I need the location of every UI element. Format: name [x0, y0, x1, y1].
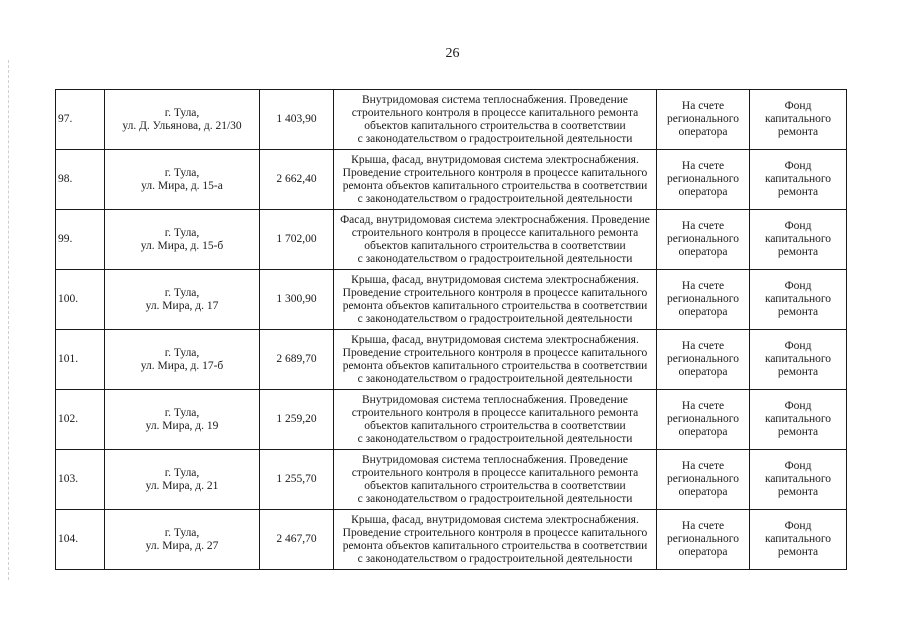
works-description-cell-line: Внутридомовая система теплоснабжения. Проведение [362, 93, 628, 106]
funding-source-cell-line: капитального [764, 113, 832, 125]
works-description-cell-line: Проведение строительного контроля в процессе капитального [342, 166, 648, 179]
table-row [56, 210, 847, 270]
works-description-cell-line: объектов капитального строительства в соответствии [364, 479, 626, 492]
funding-source-cell-line: Фонд [784, 520, 812, 532]
address-cell-line: ул. Мира, д. 21 [145, 479, 219, 492]
area-cell: 1 259,20 [260, 390, 334, 450]
account-holder-cell [657, 450, 750, 510]
works-description-cell-line: с законодательством о градостроительной деятельности [357, 252, 633, 265]
account-holder-cell-line: регионального [667, 413, 739, 425]
funding-source-cell-line: ремонта [777, 126, 819, 138]
works-description-cell [334, 270, 657, 330]
account-holder-cell [657, 270, 750, 330]
repair-registry-table [55, 89, 847, 570]
works-description-cell [334, 90, 657, 150]
funding-source-cell-line: ремонта [777, 426, 819, 438]
row-number-cell: 101. [56, 330, 105, 390]
account-holder-cell-line: оператора [678, 366, 728, 378]
address-cell-line: г. Тула, [164, 406, 200, 419]
account-holder-cell [657, 90, 750, 150]
account-holder-cell [657, 210, 750, 270]
account-holder-cell [657, 390, 750, 450]
works-description-cell-line: объектов капитального строительства в соответствии [364, 239, 626, 252]
works-description-cell-line: ремонта объектов капитального строительства в соответствии [342, 359, 648, 372]
funding-source-cell-line: капитального [764, 173, 832, 185]
works-description-cell-line: Крыша, фасад, внутридомовая система электроснабжения. [351, 333, 639, 346]
works-description-cell-line: с законодательством о градостроительной деятельности [357, 492, 633, 505]
funding-source-cell-line: капитального [764, 533, 832, 545]
address-cell [105, 210, 260, 270]
account-holder-cell-line: На счете [681, 100, 725, 112]
works-description-cell-line: Внутридомовая система теплоснабжения. Проведение [362, 453, 628, 466]
works-description-cell-line: с законодательством о градостроительной деятельности [357, 312, 633, 325]
works-description-cell-line: Внутридомовая система теплоснабжения. Проведение [362, 393, 628, 406]
area-cell: 2 689,70 [260, 330, 334, 390]
row-number-cell: 97. [56, 90, 105, 150]
funding-source-cell-line: ремонта [777, 306, 819, 318]
address-cell-line: ул. Мира, д. 19 [145, 419, 219, 432]
funding-source-cell-line: капитального [764, 353, 832, 365]
funding-source-cell-line: ремонта [777, 486, 819, 498]
address-cell-line: г. Тула, [164, 286, 200, 299]
account-holder-cell-line: На счете [681, 400, 725, 412]
works-description-cell-line: Проведение строительного контроля в процессе капитального [342, 346, 648, 359]
works-description-cell-line: с законодательством о градостроительной деятельности [357, 192, 633, 205]
account-holder-cell-line: оператора [678, 186, 728, 198]
address-cell [105, 390, 260, 450]
area-cell: 1 255,70 [260, 450, 334, 510]
works-description-cell-line: ремонта объектов капитального строительства в соответствии [342, 539, 648, 552]
works-description-cell-line: Крыша, фасад, внутридомовая система электроснабжения. [351, 273, 639, 286]
address-cell [105, 510, 260, 570]
account-holder-cell-line: оператора [678, 246, 728, 258]
row-number-cell: 98. [56, 150, 105, 210]
address-cell-line: г. Тула, [164, 466, 200, 479]
funding-source-cell-line: капитального [764, 293, 832, 305]
works-description-cell-line: ремонта объектов капитального строительства в соответствии [342, 299, 648, 312]
address-cell-line: г. Тула, [164, 346, 200, 359]
works-description-cell-line: с законодательством о градостроительной деятельности [357, 372, 633, 385]
funding-source-cell [750, 90, 847, 150]
works-description-cell-line: строительного контроля в процессе капитального ремонта [351, 226, 639, 239]
address-cell [105, 450, 260, 510]
works-description-cell-line: с законодательством о градостроительной деятельности [357, 552, 633, 565]
funding-source-cell [750, 510, 847, 570]
works-description-cell-line: Фасад, внутридомовая система электроснабжения. Проведение [340, 213, 650, 226]
account-holder-cell-line: На счете [681, 460, 725, 472]
works-description-cell [334, 450, 657, 510]
funding-source-cell-line: ремонта [777, 246, 819, 258]
works-description-cell-line: строительного контроля в процессе капитального ремонта [351, 406, 639, 419]
account-holder-cell-line: На счете [681, 160, 725, 172]
table-row [56, 150, 847, 210]
account-holder-cell-line: регионального [667, 353, 739, 365]
account-holder-cell-line: регионального [667, 113, 739, 125]
row-number-cell: 103. [56, 450, 105, 510]
row-number-cell: 100. [56, 270, 105, 330]
area-cell: 1 403,90 [260, 90, 334, 150]
address-cell-line: ул. Мира, д. 15-б [140, 239, 224, 252]
works-description-cell-line: строительного контроля в процессе капитального ремонта [351, 466, 639, 479]
funding-source-cell-line: ремонта [777, 186, 819, 198]
account-holder-cell-line: регионального [667, 473, 739, 485]
table-body [56, 90, 847, 570]
works-description-cell-line: строительного контроля в процессе капитального ремонта [351, 106, 639, 119]
works-description-cell-line: с законодательством о градостроительной деятельности [357, 132, 633, 145]
works-description-cell-line: Проведение строительного контроля в процессе капитального [342, 526, 648, 539]
address-cell-line: ул. Д. Ульянова, д. 21/30 [122, 119, 242, 132]
funding-source-cell-line: капитального [764, 413, 832, 425]
margin-marks [8, 60, 11, 580]
funding-source-cell-line: Фонд [784, 220, 812, 232]
address-cell-line: г. Тула, [164, 226, 200, 239]
account-holder-cell-line: регионального [667, 293, 739, 305]
account-holder-cell-line: оператора [678, 426, 728, 438]
table-row [56, 510, 847, 570]
works-description-cell-line: с законодательством о градостроительной деятельности [357, 432, 633, 445]
works-description-cell [334, 390, 657, 450]
address-cell-line: ул. Мира, д. 27 [145, 539, 219, 552]
table-row [56, 90, 847, 150]
works-description-cell [334, 210, 657, 270]
funding-source-cell-line: ремонта [777, 366, 819, 378]
row-number-cell: 104. [56, 510, 105, 570]
funding-source-cell-line: Фонд [784, 100, 812, 112]
funding-source-cell-line: Фонд [784, 160, 812, 172]
funding-source-cell [750, 210, 847, 270]
address-cell-line: ул. Мира, д. 15-а [141, 179, 223, 192]
row-number-cell: 99. [56, 210, 105, 270]
account-holder-cell-line: оператора [678, 306, 728, 318]
funding-source-cell-line: Фонд [784, 460, 812, 472]
area-cell: 1 300,90 [260, 270, 334, 330]
works-description-cell [334, 150, 657, 210]
area-cell: 2 662,40 [260, 150, 334, 210]
account-holder-cell-line: На счете [681, 340, 725, 352]
works-description-cell-line: объектов капитального строительства в соответствии [364, 119, 626, 132]
account-holder-cell-line: На счете [681, 220, 725, 232]
page-number: 26 [445, 46, 460, 61]
area-cell: 1 702,00 [260, 210, 334, 270]
table-row [56, 270, 847, 330]
address-cell [105, 150, 260, 210]
address-cell-line: г. Тула, [164, 526, 200, 539]
funding-source-cell-line: Фонд [784, 280, 812, 292]
address-cell [105, 90, 260, 150]
area-cell: 2 467,70 [260, 510, 334, 570]
address-cell-line: г. Тула, [164, 166, 200, 179]
table-row [56, 450, 847, 510]
account-holder-cell-line: оператора [678, 126, 728, 138]
works-description-cell-line: Крыша, фасад, внутридомовая система электроснабжения. [351, 513, 639, 526]
address-cell [105, 270, 260, 330]
account-holder-cell-line: оператора [678, 546, 728, 558]
funding-source-cell [750, 390, 847, 450]
account-holder-cell [657, 510, 750, 570]
funding-source-cell-line: капитального [764, 233, 832, 245]
funding-source-cell-line: капитального [764, 473, 832, 485]
works-description-cell-line: Проведение строительного контроля в процессе капитального [342, 286, 648, 299]
works-description-cell [334, 510, 657, 570]
works-description-cell [334, 330, 657, 390]
works-description-cell-line: объектов капитального строительства в соответствии [364, 419, 626, 432]
funding-source-cell [750, 270, 847, 330]
account-holder-cell-line: На счете [681, 280, 725, 292]
account-holder-cell-line: регионального [667, 233, 739, 245]
funding-source-cell-line: Фонд [784, 400, 812, 412]
address-cell-line: г. Тула, [164, 106, 200, 119]
account-holder-cell [657, 150, 750, 210]
address-cell [105, 330, 260, 390]
account-holder-cell-line: На счете [681, 520, 725, 532]
row-number-cell: 102. [56, 390, 105, 450]
account-holder-cell [657, 330, 750, 390]
account-holder-cell-line: регионального [667, 533, 739, 545]
account-holder-cell-line: регионального [667, 173, 739, 185]
funding-source-cell [750, 150, 847, 210]
funding-source-cell [750, 330, 847, 390]
works-description-cell-line: ремонта объектов капитального строительства в соответствии [342, 179, 648, 192]
funding-source-cell-line: ремонта [777, 546, 819, 558]
address-cell-line: ул. Мира, д. 17-б [140, 359, 224, 372]
table-row [56, 330, 847, 390]
works-description-cell-line: Крыша, фасад, внутридомовая система электроснабжения. [351, 153, 639, 166]
account-holder-cell-line: оператора [678, 486, 728, 498]
funding-source-cell [750, 450, 847, 510]
table-row [56, 390, 847, 450]
address-cell-line: ул. Мира, д. 17 [145, 299, 219, 312]
funding-source-cell-line: Фонд [784, 340, 812, 352]
